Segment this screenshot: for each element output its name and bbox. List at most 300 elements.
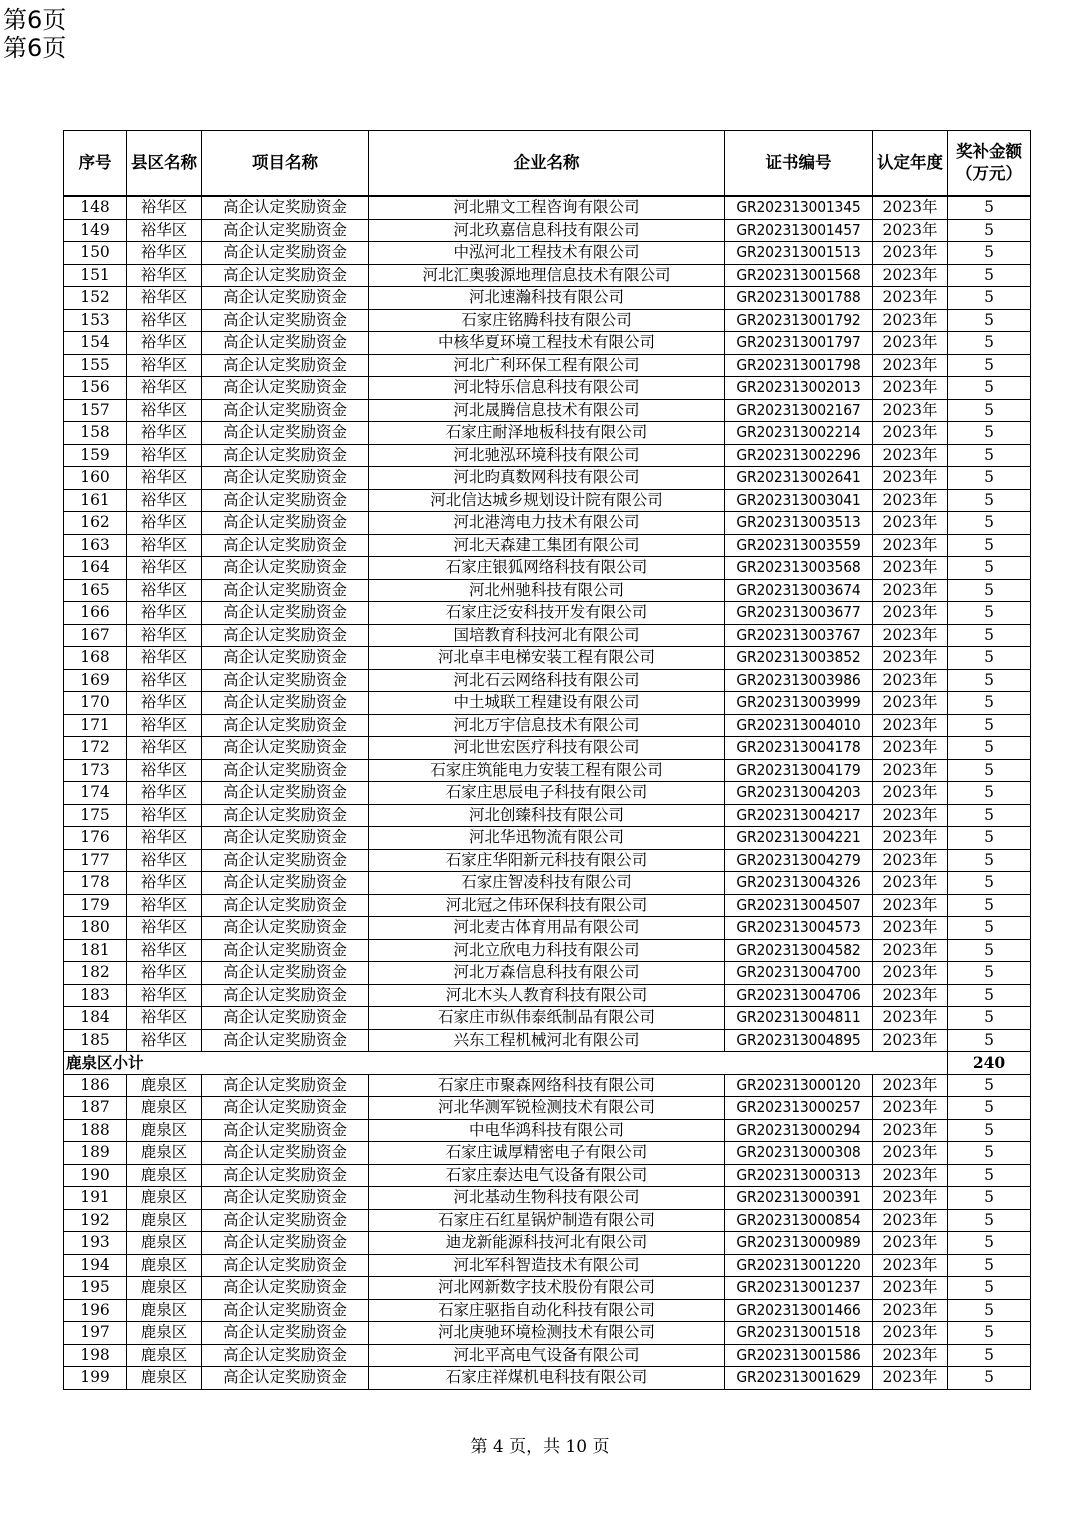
- cell-index: 167: [64, 624, 127, 647]
- cell-year: 2023年: [873, 759, 948, 782]
- cell-project: 高企认定奖励资金: [202, 1232, 369, 1255]
- table-row: [64, 332, 1031, 355]
- cell-project: 高企认定奖励资金: [202, 579, 369, 602]
- cell-district: 裕华区: [127, 962, 202, 985]
- cell-company: 中土城联工程建设有限公司: [369, 692, 725, 715]
- table-row: [64, 1029, 1031, 1052]
- cell-amount: 5: [948, 917, 1031, 940]
- table-row: [64, 467, 1031, 490]
- cell-district: 裕华区: [127, 602, 202, 625]
- cell-certificate: GR202313001788: [725, 287, 873, 310]
- cell-amount: 5: [948, 242, 1031, 265]
- cell-project: 高企认定奖励资金: [202, 849, 369, 872]
- cell-company: 河北平高电气设备有限公司: [369, 1344, 725, 1367]
- cell-amount: 5: [948, 602, 1031, 625]
- cell-index: 159: [64, 444, 127, 467]
- table-row: [64, 489, 1031, 512]
- cell-company: 石家庄市纵伟泰纸制品有限公司: [369, 1007, 725, 1030]
- cell-index: 171: [64, 714, 127, 737]
- cell-index: 166: [64, 602, 127, 625]
- cell-index: 186: [64, 1074, 127, 1097]
- cell-district: 裕华区: [127, 512, 202, 535]
- cell-project: 高企认定奖励资金: [202, 1007, 369, 1030]
- cell-amount: 5: [948, 1209, 1031, 1232]
- cell-district: 裕华区: [127, 849, 202, 872]
- cell-district: 裕华区: [127, 579, 202, 602]
- cell-amount: 5: [948, 1164, 1031, 1187]
- table-row: [64, 827, 1031, 850]
- cell-project: 高企认定奖励资金: [202, 962, 369, 985]
- cell-district: 裕华区: [127, 714, 202, 737]
- cell-year: 2023年: [873, 782, 948, 805]
- col-header-amount: 奖补金额（万元）: [948, 131, 1031, 197]
- cell-district: 鹿泉区: [127, 1209, 202, 1232]
- cell-certificate: GR202313003677: [725, 602, 873, 625]
- cell-district: 裕华区: [127, 782, 202, 805]
- table-row: [64, 962, 1031, 985]
- cell-index: 187: [64, 1097, 127, 1120]
- cell-district: 裕华区: [127, 624, 202, 647]
- cell-certificate: GR202313004895: [725, 1029, 873, 1052]
- cell-project: 高企认定奖励资金: [202, 377, 369, 400]
- cell-certificate: GR202313000294: [725, 1119, 873, 1142]
- cell-index: 194: [64, 1254, 127, 1277]
- cell-certificate: GR202313004010: [725, 714, 873, 737]
- cell-index: 199: [64, 1367, 127, 1390]
- cell-year: 2023年: [873, 647, 948, 670]
- cell-project: 高企认定奖励资金: [202, 804, 369, 827]
- cell-project: 高企认定奖励资金: [202, 1164, 369, 1187]
- table-row: [64, 602, 1031, 625]
- cell-district: 裕华区: [127, 1007, 202, 1030]
- cell-district: 裕华区: [127, 894, 202, 917]
- table-row: [64, 714, 1031, 737]
- cell-project: 高企认定奖励资金: [202, 984, 369, 1007]
- cell-project: 高企认定奖励资金: [202, 647, 369, 670]
- cell-district: 鹿泉区: [127, 1344, 202, 1367]
- cell-certificate: GR202313003674: [725, 579, 873, 602]
- cell-year: 2023年: [873, 332, 948, 355]
- cell-company: 河北昀真数网科技有限公司: [369, 467, 725, 490]
- cell-district: 裕华区: [127, 647, 202, 670]
- cell-company: 河北华测军锐检测技术有限公司: [369, 1097, 725, 1120]
- cell-project: 高企认定奖励资金: [202, 1074, 369, 1097]
- cell-index: 177: [64, 849, 127, 872]
- cell-company: 河北汇奥骏源地理信息技术有限公司: [369, 264, 725, 287]
- cell-index: 198: [64, 1344, 127, 1367]
- cell-year: 2023年: [873, 1232, 948, 1255]
- table-row: [64, 534, 1031, 557]
- cell-year: 2023年: [873, 714, 948, 737]
- cell-amount: 5: [948, 1254, 1031, 1277]
- table-row: [64, 557, 1031, 580]
- cell-project: 高企认定奖励资金: [202, 399, 369, 422]
- cell-year: 2023年: [873, 602, 948, 625]
- cell-certificate: GR202313000854: [725, 1209, 873, 1232]
- cell-amount: 5: [948, 422, 1031, 445]
- cell-certificate: GR202313001568: [725, 264, 873, 287]
- cell-index: 178: [64, 872, 127, 895]
- cell-district: 裕华区: [127, 534, 202, 557]
- cell-year: 2023年: [873, 849, 948, 872]
- cell-project: 高企认定奖励资金: [202, 332, 369, 355]
- cell-company: 河北网新数字技术股份有限公司: [369, 1277, 725, 1300]
- cell-amount: 5: [948, 332, 1031, 355]
- cell-index: 184: [64, 1007, 127, 1030]
- cell-amount: 5: [948, 287, 1031, 310]
- cell-district: 鹿泉区: [127, 1277, 202, 1300]
- cell-project: 高企认定奖励资金: [202, 354, 369, 377]
- table-row: [64, 242, 1031, 265]
- table-row: [64, 849, 1031, 872]
- table-row: [64, 894, 1031, 917]
- cell-district: 裕华区: [127, 1029, 202, 1052]
- cell-certificate: GR202313000120: [725, 1074, 873, 1097]
- cell-index: 189: [64, 1142, 127, 1165]
- cell-index: 157: [64, 399, 127, 422]
- cell-project: 高企认定奖励资金: [202, 669, 369, 692]
- cell-certificate: GR202313004507: [725, 894, 873, 917]
- table-row: [64, 1007, 1031, 1030]
- cell-year: 2023年: [873, 287, 948, 310]
- cell-year: 2023年: [873, 1097, 948, 1120]
- table-row: [64, 1299, 1031, 1322]
- cell-amount: 5: [948, 962, 1031, 985]
- table-row: [64, 399, 1031, 422]
- cell-district: 裕华区: [127, 309, 202, 332]
- cell-amount: 5: [948, 264, 1031, 287]
- cell-year: 2023年: [873, 1187, 948, 1210]
- cell-certificate: GR202313001457: [725, 219, 873, 242]
- cell-district: 鹿泉区: [127, 1187, 202, 1210]
- cell-project: 高企认定奖励资金: [202, 692, 369, 715]
- cell-certificate: GR202313001586: [725, 1344, 873, 1367]
- cell-company: 石家庄诚厚精密电子有限公司: [369, 1142, 725, 1165]
- cell-district: 鹿泉区: [127, 1097, 202, 1120]
- cell-district: 裕华区: [127, 984, 202, 1007]
- cell-amount: 5: [948, 872, 1031, 895]
- cell-index: 156: [64, 377, 127, 400]
- cell-company: 河北玖嘉信息科技有限公司: [369, 219, 725, 242]
- cell-certificate: GR202313001792: [725, 309, 873, 332]
- table-row: [64, 737, 1031, 760]
- cell-index: 168: [64, 647, 127, 670]
- cell-company: 石家庄智凌科技有限公司: [369, 872, 725, 895]
- cell-certificate: GR202313004178: [725, 737, 873, 760]
- cell-year: 2023年: [873, 377, 948, 400]
- cell-company: 石家庄石红星锅炉制造有限公司: [369, 1209, 725, 1232]
- subtotal-label: 鹿泉区小计: [64, 1052, 202, 1075]
- cell-year: 2023年: [873, 984, 948, 1007]
- table-row: [64, 872, 1031, 895]
- cell-project: 高企认定奖励资金: [202, 714, 369, 737]
- table-row: [64, 1119, 1031, 1142]
- cell-project: 高企认定奖励资金: [202, 624, 369, 647]
- cell-project: 高企认定奖励资金: [202, 1367, 369, 1390]
- cell-certificate: GR202313004279: [725, 849, 873, 872]
- cell-certificate: GR202313004582: [725, 939, 873, 962]
- cell-index: 196: [64, 1299, 127, 1322]
- subsidy-table: [63, 130, 1031, 1390]
- cell-index: 173: [64, 759, 127, 782]
- table-row: [64, 1164, 1031, 1187]
- cell-amount: 5: [948, 1344, 1031, 1367]
- cell-index: 188: [64, 1119, 127, 1142]
- cell-amount: 5: [948, 1277, 1031, 1300]
- cell-index: 185: [64, 1029, 127, 1052]
- cell-year: 2023年: [873, 1367, 948, 1390]
- cell-index: 191: [64, 1187, 127, 1210]
- cell-certificate: GR202313003852: [725, 647, 873, 670]
- cell-year: 2023年: [873, 894, 948, 917]
- rows-luquan: [64, 1074, 1031, 1389]
- cell-amount: 5: [948, 444, 1031, 467]
- cell-company: 河北州驰科技有限公司: [369, 579, 725, 602]
- cell-certificate: GR202313003999: [725, 692, 873, 715]
- cell-amount: 5: [948, 557, 1031, 580]
- cell-amount: 5: [948, 309, 1031, 332]
- cell-index: 190: [64, 1164, 127, 1187]
- cell-project: 高企认定奖励资金: [202, 1029, 369, 1052]
- cell-project: 高企认定奖励资金: [202, 894, 369, 917]
- cell-year: 2023年: [873, 1209, 948, 1232]
- table-row: [64, 1209, 1031, 1232]
- cell-amount: 5: [948, 399, 1031, 422]
- cell-year: 2023年: [873, 1322, 948, 1345]
- cell-year: 2023年: [873, 1277, 948, 1300]
- cell-index: 163: [64, 534, 127, 557]
- cell-year: 2023年: [873, 939, 948, 962]
- cell-company: 河北创臻科技有限公司: [369, 804, 725, 827]
- cell-project: 高企认定奖励资金: [202, 1344, 369, 1367]
- cell-certificate: GR202313001237: [725, 1277, 873, 1300]
- cell-amount: 5: [948, 849, 1031, 872]
- cell-certificate: GR202313001466: [725, 1299, 873, 1322]
- cell-company: 石家庄泛安科技开发有限公司: [369, 602, 725, 625]
- cell-certificate: GR202313000989: [725, 1232, 873, 1255]
- cell-year: 2023年: [873, 692, 948, 715]
- cell-district: 鹿泉区: [127, 1322, 202, 1345]
- subtotal-amount: 240: [948, 1052, 1031, 1075]
- cell-district: 裕华区: [127, 939, 202, 962]
- cell-company: 河北世宏医疗科技有限公司: [369, 737, 725, 760]
- cell-year: 2023年: [873, 1029, 948, 1052]
- cell-year: 2023年: [873, 557, 948, 580]
- cell-index: 151: [64, 264, 127, 287]
- subtotal-row: [64, 1052, 1031, 1075]
- cell-district: 裕华区: [127, 759, 202, 782]
- cell-district: 鹿泉区: [127, 1299, 202, 1322]
- cell-amount: 5: [948, 759, 1031, 782]
- cell-year: 2023年: [873, 196, 948, 219]
- cell-amount: 5: [948, 1322, 1031, 1345]
- cell-project: 高企认定奖励资金: [202, 759, 369, 782]
- cell-company: 河北麦古体育用品有限公司: [369, 917, 725, 940]
- table-row: [64, 264, 1031, 287]
- cell-index: 149: [64, 219, 127, 242]
- cell-amount: 5: [948, 219, 1031, 242]
- cell-company: 石家庄银狐网络科技有限公司: [369, 557, 725, 580]
- cell-year: 2023年: [873, 444, 948, 467]
- cell-project: 高企认定奖励资金: [202, 489, 369, 512]
- cell-company: 石家庄耐泽地板科技有限公司: [369, 422, 725, 445]
- col-header-year: 认定年度: [873, 131, 948, 197]
- cell-certificate: GR202313003513: [725, 512, 873, 535]
- cell-amount: 5: [948, 1367, 1031, 1390]
- cell-project: 高企认定奖励资金: [202, 422, 369, 445]
- col-header-project: 项目名称: [202, 131, 369, 197]
- cell-company: 石家庄祥煤机电科技有限公司: [369, 1367, 725, 1390]
- cell-certificate: GR202313003559: [725, 534, 873, 557]
- table-row: [64, 804, 1031, 827]
- cell-company: 河北驰泓环境科技有限公司: [369, 444, 725, 467]
- cell-district: 鹿泉区: [127, 1232, 202, 1255]
- cell-district: 裕华区: [127, 287, 202, 310]
- cell-year: 2023年: [873, 872, 948, 895]
- cell-project: 高企认定奖励资金: [202, 196, 369, 219]
- cell-certificate: GR202313001798: [725, 354, 873, 377]
- cell-amount: 5: [948, 489, 1031, 512]
- cell-company: 河北卓丰电梯安装工程有限公司: [369, 647, 725, 670]
- cell-amount: 5: [948, 354, 1031, 377]
- table-row: [64, 1344, 1031, 1367]
- col-header-company: 企业名称: [369, 131, 725, 197]
- page-label-second: 第6页: [3, 34, 67, 62]
- cell-company: 河北木头人教育科技有限公司: [369, 984, 725, 1007]
- cell-project: 高企认定奖励资金: [202, 444, 369, 467]
- cell-district: 裕华区: [127, 354, 202, 377]
- cell-project: 高企认定奖励资金: [202, 872, 369, 895]
- cell-index: 150: [64, 242, 127, 265]
- cell-index: 170: [64, 692, 127, 715]
- cell-amount: 5: [948, 1074, 1031, 1097]
- cell-amount: 5: [948, 579, 1031, 602]
- cell-index: 174: [64, 782, 127, 805]
- cell-certificate: GR202313002641: [725, 467, 873, 490]
- cell-amount: 5: [948, 1299, 1031, 1322]
- cell-certificate: GR202313003986: [725, 669, 873, 692]
- cell-certificate: GR202313002296: [725, 444, 873, 467]
- table-row: [64, 1142, 1031, 1165]
- cell-company: 中核华夏环境工程技术有限公司: [369, 332, 725, 355]
- cell-year: 2023年: [873, 467, 948, 490]
- page-label-top: 第6页: [3, 6, 67, 34]
- cell-amount: 5: [948, 1007, 1031, 1030]
- cell-year: 2023年: [873, 1344, 948, 1367]
- cell-certificate: GR202313004217: [725, 804, 873, 827]
- table-row: [64, 692, 1031, 715]
- cell-index: 161: [64, 489, 127, 512]
- cell-district: 裕华区: [127, 467, 202, 490]
- cell-amount: 5: [948, 1142, 1031, 1165]
- table-row: [64, 1367, 1031, 1390]
- cell-company: 河北立欣电力科技有限公司: [369, 939, 725, 962]
- cell-district: 鹿泉区: [127, 1142, 202, 1165]
- cell-certificate: GR202313004203: [725, 782, 873, 805]
- cell-amount: 5: [948, 939, 1031, 962]
- cell-year: 2023年: [873, 264, 948, 287]
- table-row: [64, 984, 1031, 1007]
- table-row: [64, 624, 1031, 647]
- cell-project: 高企认定奖励资金: [202, 1097, 369, 1120]
- cell-index: 162: [64, 512, 127, 535]
- cell-company: 河北天森建工集团有限公司: [369, 534, 725, 557]
- cell-company: 河北晟腾信息技术有限公司: [369, 399, 725, 422]
- cell-company: 石家庄思辰电子科技有限公司: [369, 782, 725, 805]
- cell-year: 2023年: [873, 624, 948, 647]
- cell-amount: 5: [948, 737, 1031, 760]
- cell-index: 179: [64, 894, 127, 917]
- cell-index: 192: [64, 1209, 127, 1232]
- table-row: [64, 444, 1031, 467]
- subtotal-gap: [202, 1052, 948, 1075]
- cell-amount: 5: [948, 1232, 1031, 1255]
- cell-project: 高企认定奖励资金: [202, 737, 369, 760]
- cell-certificate: GR202313002214: [725, 422, 873, 445]
- cell-amount: 5: [948, 1097, 1031, 1120]
- cell-company: 石家庄驱指自动化科技有限公司: [369, 1299, 725, 1322]
- cell-district: 裕华区: [127, 917, 202, 940]
- cell-certificate: GR202313001797: [725, 332, 873, 355]
- table-row: [64, 647, 1031, 670]
- cell-index: 180: [64, 917, 127, 940]
- table-row: [64, 377, 1031, 400]
- cell-year: 2023年: [873, 489, 948, 512]
- table-row: [64, 1254, 1031, 1277]
- cell-district: 鹿泉区: [127, 1164, 202, 1187]
- cell-certificate: GR202313000391: [725, 1187, 873, 1210]
- subtotal-section: [64, 1052, 1031, 1075]
- cell-index: 176: [64, 827, 127, 850]
- cell-year: 2023年: [873, 512, 948, 535]
- cell-company: 河北广利环保工程有限公司: [369, 354, 725, 377]
- cell-company: 河北信达城乡规划设计院有限公司: [369, 489, 725, 512]
- cell-year: 2023年: [873, 827, 948, 850]
- cell-company: 河北特乐信息科技有限公司: [369, 377, 725, 400]
- cell-year: 2023年: [873, 422, 948, 445]
- cell-index: 154: [64, 332, 127, 355]
- cell-year: 2023年: [873, 917, 948, 940]
- cell-project: 高企认定奖励资金: [202, 557, 369, 580]
- cell-amount: 5: [948, 827, 1031, 850]
- table-row: [64, 917, 1031, 940]
- cell-amount: 5: [948, 534, 1031, 557]
- cell-project: 高企认定奖励资金: [202, 1322, 369, 1345]
- cell-company: 中电华鸿科技有限公司: [369, 1119, 725, 1142]
- cell-district: 裕华区: [127, 557, 202, 580]
- cell-year: 2023年: [873, 1142, 948, 1165]
- cell-company: 河北军科智造技术有限公司: [369, 1254, 725, 1277]
- cell-year: 2023年: [873, 962, 948, 985]
- table-row: [64, 219, 1031, 242]
- table-row: [64, 1074, 1031, 1097]
- header-row: [64, 131, 1031, 197]
- cell-index: 175: [64, 804, 127, 827]
- cell-project: 高企认定奖励资金: [202, 512, 369, 535]
- table-row: [64, 196, 1031, 219]
- cell-certificate: GR202313004700: [725, 962, 873, 985]
- cell-district: 裕华区: [127, 332, 202, 355]
- page-footer: 第 4 页，共 10 页: [470, 1437, 610, 1457]
- cell-index: 195: [64, 1277, 127, 1300]
- cell-amount: 5: [948, 467, 1031, 490]
- cell-district: 鹿泉区: [127, 1074, 202, 1097]
- cell-project: 高企认定奖励资金: [202, 1119, 369, 1142]
- cell-project: 高企认定奖励资金: [202, 264, 369, 287]
- cell-district: 裕华区: [127, 399, 202, 422]
- cell-company: 石家庄泰达电气设备有限公司: [369, 1164, 725, 1187]
- cell-certificate: GR202313004706: [725, 984, 873, 1007]
